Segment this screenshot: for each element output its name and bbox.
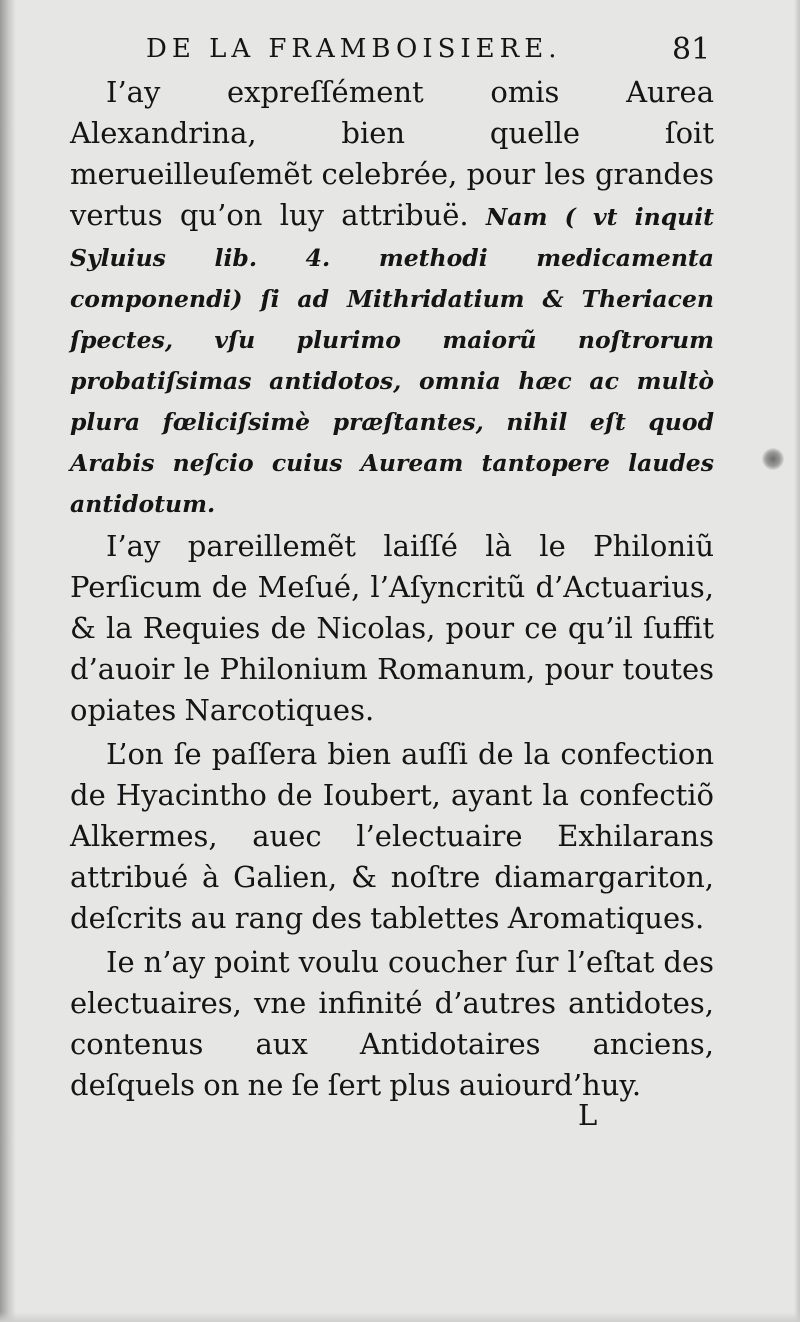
ink-blot (762, 448, 784, 470)
page-body (70, 72, 714, 1109)
page-edge-shadow (794, 0, 800, 1322)
page-number: 81 (672, 32, 711, 67)
paragraph-2: I’ay pareillemẽt laiſſé là le Philoniũ Perſicum de Meſué, l’Aſyncritũ d’Actuarius, & la Requies de Nicolas, pour ce qu’il ſuffit d’auoir le Philonium Romanum, pour toutes opiates Narcotiques. (70, 529, 714, 727)
running-head: DE LA FRAMBOISIERE. (146, 34, 562, 64)
gutter-shadow (0, 0, 16, 1322)
paragraph-1 (70, 72, 714, 523)
paragraph-1-text: I’ay expreſſément omis Aurea Alexandrina, bien quelle ſoit merueilleuſemẽt celebrée, pour les grandes vertus qu’on luy attribuë. (70, 75, 714, 232)
page-bottom-shadow (0, 1312, 800, 1322)
latin-quotation: Nam ( vt inquit Syluius lib. 4. methodi medicamenta componendi) ſi ad Mithridatium & Theriacen ſpectes, vſu plurimo maiorũ noſtrorum probatiſsimas antidotos, omnia hæc ac multò plura fœliciſsimè præſtantes, nihil eſt quod Arabis neſcio cuius Auream tantopere laudes antidotum. (70, 203, 714, 518)
paragraph-3: L’on ſe paſſera bien auſſi de la confection de Hyacintho de Ioubert, ayant la confectiõ Alkermes, auec l’electuaire Exhilarans attribué à Galien, & noſtre diamargariton, deſcrits au rang des tablettes Aromatiques. (70, 737, 714, 935)
catchword: L (578, 1098, 598, 1132)
paragraph-4: Ie n’ay point voulu coucher ſur l’eſtat des electuaires, vne infinité d’autres antidotes, contenus aux Antidotaires anciens, deſquels on ne ſe ſert plus auiourd’huy. (70, 945, 714, 1102)
